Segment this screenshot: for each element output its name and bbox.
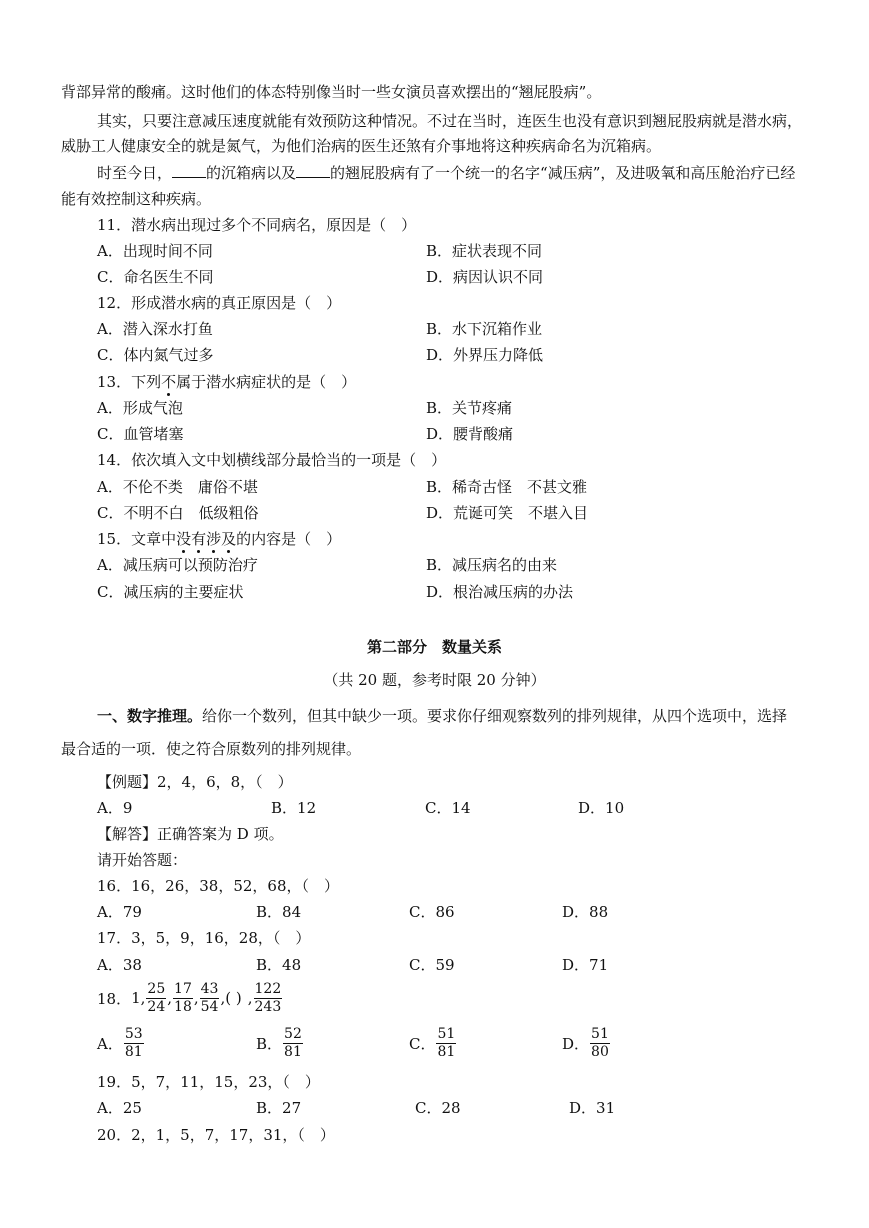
option-c: C．28 (415, 1099, 461, 1117)
option-a: A．减压病可以预防治疗 (97, 556, 258, 574)
fraction (436, 1026, 456, 1061)
emphasis-char: 没 (176, 530, 192, 548)
denominator: 18 (174, 998, 192, 1015)
option-c: C．血管堵塞 (97, 425, 184, 443)
option-c: C．不明不白 低级粗俗 (97, 504, 259, 522)
denominator: 81 (284, 1043, 302, 1060)
numerator: 51 (591, 1025, 609, 1042)
separator: , (247, 989, 253, 1007)
option-d: D．71 (562, 956, 609, 974)
denominator: 243 (254, 998, 282, 1015)
question-number: 18． (97, 989, 132, 1008)
emphasis-char: 及 (221, 530, 237, 548)
numerator: 122 (254, 980, 282, 997)
option-label: C． (409, 1034, 436, 1053)
option-a: A．不伦不类 庸俗不堪 (97, 478, 258, 496)
passage-line: 威胁工人健康安全的就是氮气，为他们治病的医生还煞有介事地将这种疾病命名为沉箱病。 (61, 137, 662, 155)
option-d: D．病因认识不同 (426, 268, 544, 286)
emphasis-char: 涉 (206, 530, 222, 548)
fraction (254, 981, 283, 1016)
question-15-stem (97, 529, 341, 549)
option-b: B．减压病名的由来 (426, 556, 558, 574)
option-b: B．12 (271, 799, 317, 817)
question-14-stem: 14．依次填入文中划横线部分最恰当的一项是（ ） (97, 451, 447, 469)
option-d: D．88 (562, 903, 609, 921)
option-label: D． (562, 1034, 590, 1053)
intro-text: 给你一个数列，但其中缺少一项。要求你仔细观察数列的排列规律，从四个选项中，选择 (202, 707, 788, 725)
example-answer: 【解答】正确答案为 D 项。 (97, 825, 284, 843)
section-title: 第二部分 数量关系 (366, 638, 502, 656)
option-c: C．86 (409, 903, 455, 921)
fraction (200, 981, 220, 1016)
option-c: C．14 (425, 799, 471, 817)
separator: , (167, 989, 173, 1007)
section-intro-line: 最合适的一项．使之符合原数列的排列规律。 (61, 740, 362, 758)
question-19-stem: 19．5，7，11，15，23，（ ） (97, 1073, 320, 1091)
option-a: A．形成气泡 (97, 399, 183, 417)
numerator: 17 (174, 980, 192, 997)
option-a: A．出现时间不同 (97, 242, 213, 260)
separator: , (140, 989, 146, 1007)
denominator: 81 (437, 1043, 456, 1060)
option-label: A． (97, 1034, 123, 1053)
stem-text: 15．文章中 (97, 530, 177, 548)
option-d: D．外界压力降低 (426, 346, 544, 364)
option-c (409, 1024, 457, 1062)
option-d: D．根治减压病的办法 (426, 583, 574, 601)
emphasis-char: 有 (191, 530, 207, 548)
fraction (283, 1026, 303, 1061)
option-c: C．命名医生不同 (97, 268, 214, 286)
numerator: 51 (437, 1025, 456, 1042)
section-subtitle: （共 20 题，参考时限 20 分钟） (323, 671, 546, 689)
option-label: B． (256, 1034, 283, 1053)
intro-heading: 一、数字推理。 (97, 707, 203, 725)
fraction (146, 981, 166, 1016)
question-17-stem: 17．3，5，9，16，28，（ ） (97, 929, 311, 947)
missing-term: ( ) (225, 989, 242, 1007)
numerator: 25 (147, 980, 166, 997)
passage-line: 能有效控制这种疾病。 (61, 190, 212, 208)
numerator: 43 (200, 980, 219, 997)
option-a: A．38 (97, 956, 142, 974)
option-b: B．关节疼痛 (426, 399, 513, 417)
fraction (173, 981, 193, 1016)
question-13-stem (97, 372, 356, 392)
option-c: C．减压病的主要症状 (97, 583, 244, 601)
sequence-term: 1 (131, 989, 141, 1007)
question-20-stem: 20．2，1，5，7，17，31，（ ） (97, 1126, 335, 1144)
option-b: B．27 (256, 1099, 302, 1117)
option-a (97, 1024, 145, 1062)
stem-text: 13．下列 (97, 373, 162, 391)
option-d (562, 1024, 611, 1062)
question-18-stem (97, 979, 283, 1017)
option-d: D．10 (578, 799, 625, 817)
passage-text: 的沉箱病以及 (206, 164, 297, 182)
option-b: B．水下沉箱作业 (426, 320, 543, 338)
option-d: D．31 (569, 1099, 616, 1117)
option-c: C．体内氮气过多 (97, 346, 214, 364)
stem-text: 属于潜水病症状的是（ ） (176, 373, 357, 391)
fill-blank-1 (172, 163, 206, 178)
numerator: 52 (284, 1025, 302, 1042)
question-16-stem: 16．16，26，38，52，68，（ ） (97, 877, 340, 895)
passage-line: 背部异常的酸痛。这时他们的体态特别像当时一些女演员喜欢摆出的“翘屁股病”。 (61, 83, 602, 101)
emphasis-char: 不 (161, 373, 177, 391)
separator: , (193, 989, 199, 1007)
stem-text: 的内容是（ ） (236, 530, 342, 548)
option-b: B．症状表现不同 (426, 242, 543, 260)
passage-text: 的翘屁股病有了一个统一的名字“减压病”，及进吸氧和高压舱治疗已经 (330, 164, 796, 182)
denominator: 54 (200, 998, 219, 1015)
option-d: D．腰背酸痛 (426, 425, 514, 443)
option-a: A．潜入深水打鱼 (97, 320, 213, 338)
example-stem: 【例题】2，4，6，8，（ ） (97, 773, 293, 791)
start-prompt: 请开始答题： (97, 851, 188, 869)
section-intro (97, 706, 787, 726)
question-12-stem: 12．形成潜水病的真正原因是（ ） (97, 294, 342, 312)
option-b (256, 1024, 304, 1062)
option-a: A．25 (97, 1099, 142, 1117)
fraction (590, 1026, 610, 1061)
option-b: B．48 (256, 956, 302, 974)
denominator: 81 (124, 1043, 143, 1060)
passage-line (97, 163, 795, 183)
separator: , (220, 989, 226, 1007)
question-11-stem: 11．潜水病出现过多个不同病名，原因是（ ） (97, 216, 417, 234)
denominator: 24 (147, 998, 166, 1015)
option-b: B．稀奇古怪 不甚文雅 (426, 478, 588, 496)
option-a: A．79 (97, 903, 142, 921)
numerator: 53 (124, 1025, 143, 1042)
option-c: C．59 (409, 956, 455, 974)
option-a: A．9 (97, 799, 133, 817)
option-d: D．荒诞可笑 不堪入目 (426, 504, 589, 522)
fill-blank-2 (296, 163, 330, 178)
denominator: 80 (591, 1043, 609, 1060)
passage-line: 其实，只要注意减压速度就能有效预防这种情况。不过在当时，连医生也没有意识到翘屁股病就是潜水病， (97, 112, 803, 130)
passage-text: 时至今日， (97, 164, 173, 182)
option-b: B．84 (256, 903, 302, 921)
fraction (124, 1026, 144, 1061)
